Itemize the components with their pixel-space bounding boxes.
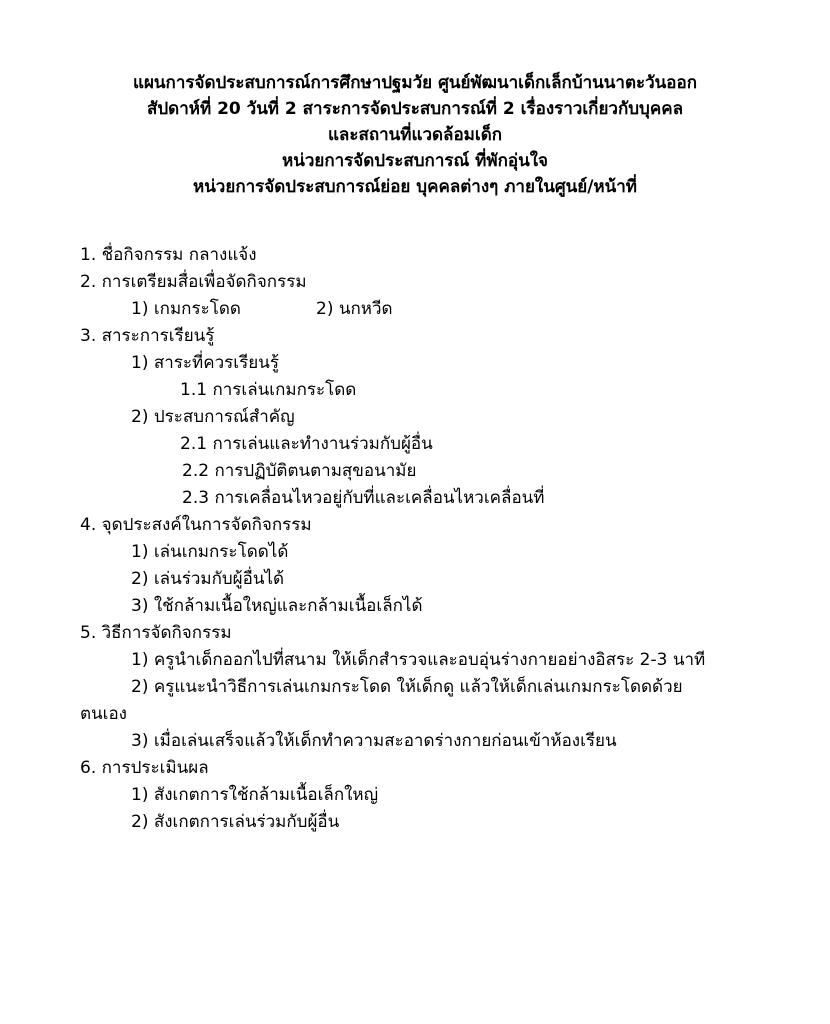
procedure-step-2-continued: ตนเอง [80, 704, 127, 724]
document-header [0, 70, 830, 200]
procedure-step-1: 1) ครูนำเด็กออกไปที่สนาม ให้เด็กสำรวจและอบอุ่นร่างกายอย่างอิสระ 2-3 นาที [131, 650, 706, 670]
header-line-3: และสถานที่แวดล้อมเด็ก [327, 125, 503, 145]
header-line-2: สัปดาห์ที่ 20 วันที่ 2 สาระการจัดประสบการณ์ที่ 2 เรื่องราวเกี่ยวกับบุคคล [146, 99, 683, 119]
section-evaluation: 6. การประเมินผล [80, 758, 209, 778]
learning-item-2-1: 2.1 การเล่นและทำงานร่วมกับผู้อื่น [180, 434, 433, 454]
evaluation-item-1: 1) สังเกตการใช้กล้ามเนื้อเล็กใหญ่ [131, 785, 379, 805]
header-line-5: หน่วยการจัดประสบการณ์ย่อย บุคคลต่างๆ ภายในศูนย์/หน้าที่ [192, 177, 637, 197]
learning-item-1-1: 1.1 การเล่นเกมกระโดด [180, 380, 357, 400]
materials-item-1: 1) เกมกระโดด [131, 299, 241, 319]
objective-1: 1) เล่นเกมกระโดดได้ [131, 542, 289, 562]
learning-item-2-3: 2.3 การเคลื่อนไหวอยู่กับที่และเคลื่อนไหวเคลื่อนที่ [182, 488, 545, 508]
evaluation-item-2: 2) สังเกตการเล่นร่วมกับผู้อื่น [131, 812, 340, 832]
procedure-step-2: 2) ครูแนะนำวิธีการเล่นเกมกระโดด ให้เด็กดู แล้วให้เด็กเล่นเกมกระโดดด้วย [131, 677, 683, 697]
section-objectives: 4. จุดประสงค์ในการจัดกิจกรรม [80, 515, 312, 535]
section-procedure: 5. วิธีการจัดกิจกรรม [80, 623, 232, 643]
learning-subsection-1: 1) สาระที่ควรเรียนรู้ [131, 353, 279, 373]
objective-2: 2) เล่นร่วมกับผู้อื่นได้ [131, 569, 285, 589]
objective-3: 3) ใช้กล้ามเนื้อใหญ่และกล้ามเนื้อเล็กได้ [131, 596, 423, 616]
section-learning-content: 3. สาระการเรียนรู้ [80, 326, 215, 346]
header-line-1: แผนการจัดประสบการณ์การศึกษาปฐมวัย ศูนย์พัฒนาเด็กเล็กบ้านนาตะวันออก [132, 73, 698, 93]
header-line-4: หน่วยการจัดประสบการณ์ ที่พักอุ่นใจ [282, 151, 548, 171]
procedure-step-3: 3) เมื่อเล่นเสร็จแล้วให้เด็กทำความสะอาดร่างกายก่อนเข้าห้องเรียน [131, 731, 617, 751]
materials-item-2: 2) นกหวีด [316, 299, 393, 319]
learning-item-2-2: 2.2 การปฏิบัติตนตามสุขอนามัย [182, 461, 417, 481]
section-activity-name: 1. ชื่อกิจกรรม กลางแจ้ง [80, 245, 257, 265]
section-materials: 2. การเตรียมสื่อเพื่อจัดกิจกรรม [80, 272, 307, 292]
learning-subsection-2: 2) ประสบการณ์สำคัญ [131, 407, 295, 427]
